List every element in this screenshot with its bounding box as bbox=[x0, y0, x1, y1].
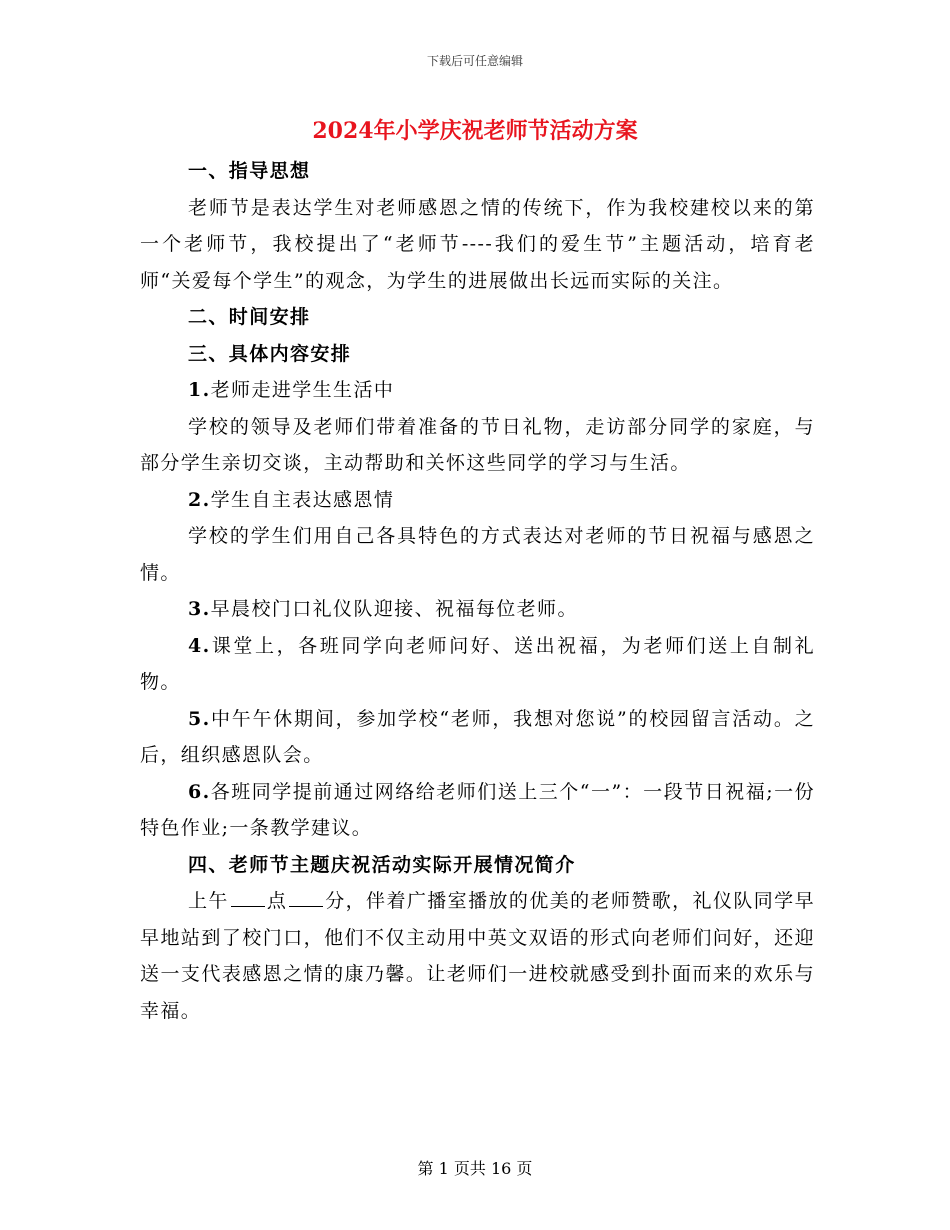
item-4 bbox=[140, 628, 815, 701]
item-number: 2. bbox=[188, 488, 211, 511]
item-text: 老师走进学生生活中 bbox=[210, 379, 395, 401]
item-2-paragraph: 学校的学生们用自己各具特色的方式表达对老师的节日祝福与感恩之情。 bbox=[140, 525, 815, 584]
section-heading-activity-summary: 四、老师节主题庆祝活动实际开展情况简介 bbox=[188, 853, 576, 876]
text-rest: 分，伴着广播室播放的优美的老师赞歌，礼仪队同学早早地站到了校门口，他们不仅主动用中英文双语的形式向老师们问好，还迎送一支代表感恩之情的康乃馨。让老师们一进校就感受到扑面而来的欢乐与幸福。 bbox=[140, 890, 815, 1022]
document-body bbox=[140, 153, 815, 1029]
page-number: 第 1 页共 16 页 bbox=[417, 1159, 533, 1178]
document-title: 2024年小学庆祝老师节活动方案 bbox=[312, 118, 638, 144]
item-number: 6. bbox=[188, 780, 211, 803]
item-1-title bbox=[140, 372, 815, 409]
section-heading-schedule: 二、时间安排 bbox=[188, 306, 311, 328]
paragraph-activity-summary bbox=[140, 883, 815, 1029]
item-number: 5. bbox=[188, 707, 211, 730]
header-note: 下载后可任意编辑 bbox=[426, 54, 523, 68]
item-number: 3. bbox=[188, 598, 211, 620]
text-hour: 点 bbox=[266, 890, 288, 912]
text-morning: 上午 bbox=[188, 890, 229, 912]
blank-underline bbox=[289, 905, 323, 907]
item-text: 课堂上，各班同学向老师问好、送出祝福，为老师们送上自制礼物。 bbox=[140, 634, 815, 693]
item-1-paragraph: 学校的领导及老师们带着准备的节日礼物，走访部分同学的家庭，与部分学生亲切交谈，主动帮助和关怀这些同学的学习与生活。 bbox=[140, 415, 815, 474]
item-text: 学生自主表达感恩情 bbox=[210, 488, 395, 511]
item-text: 早晨校门口礼仪队迎接、祝福每位老师。 bbox=[210, 598, 578, 620]
item-6 bbox=[140, 774, 815, 847]
item-2-title bbox=[140, 482, 815, 519]
item-3 bbox=[140, 591, 815, 628]
paragraph-guiding-thought: 老师节是表达学生对老师感恩之情的传统下，作为我校建校以来的第一个老师节，我校提出了“老师节----我们的爱生节”主题活动，培育老师“关爱每个学生”的观念，为学生的进展做出长远而实际的关注。 bbox=[140, 196, 815, 292]
item-text: 中午午休期间，参加学校“老师，我想对您说”的校园留言活动。之后，组织感恩队会。 bbox=[140, 707, 815, 766]
item-text: 各班同学提前通过网络给老师们送上三个“一”：一段节日祝福;一份特色作业;一条教学建议。 bbox=[140, 780, 815, 839]
item-5 bbox=[140, 701, 815, 774]
item-number: 1. bbox=[188, 379, 211, 401]
section-heading-content: 三、具体内容安排 bbox=[188, 342, 352, 365]
section-heading-guiding-thought: 一、指导思想 bbox=[188, 160, 311, 182]
blank-underline bbox=[231, 905, 265, 907]
item-number: 4. bbox=[188, 634, 211, 657]
